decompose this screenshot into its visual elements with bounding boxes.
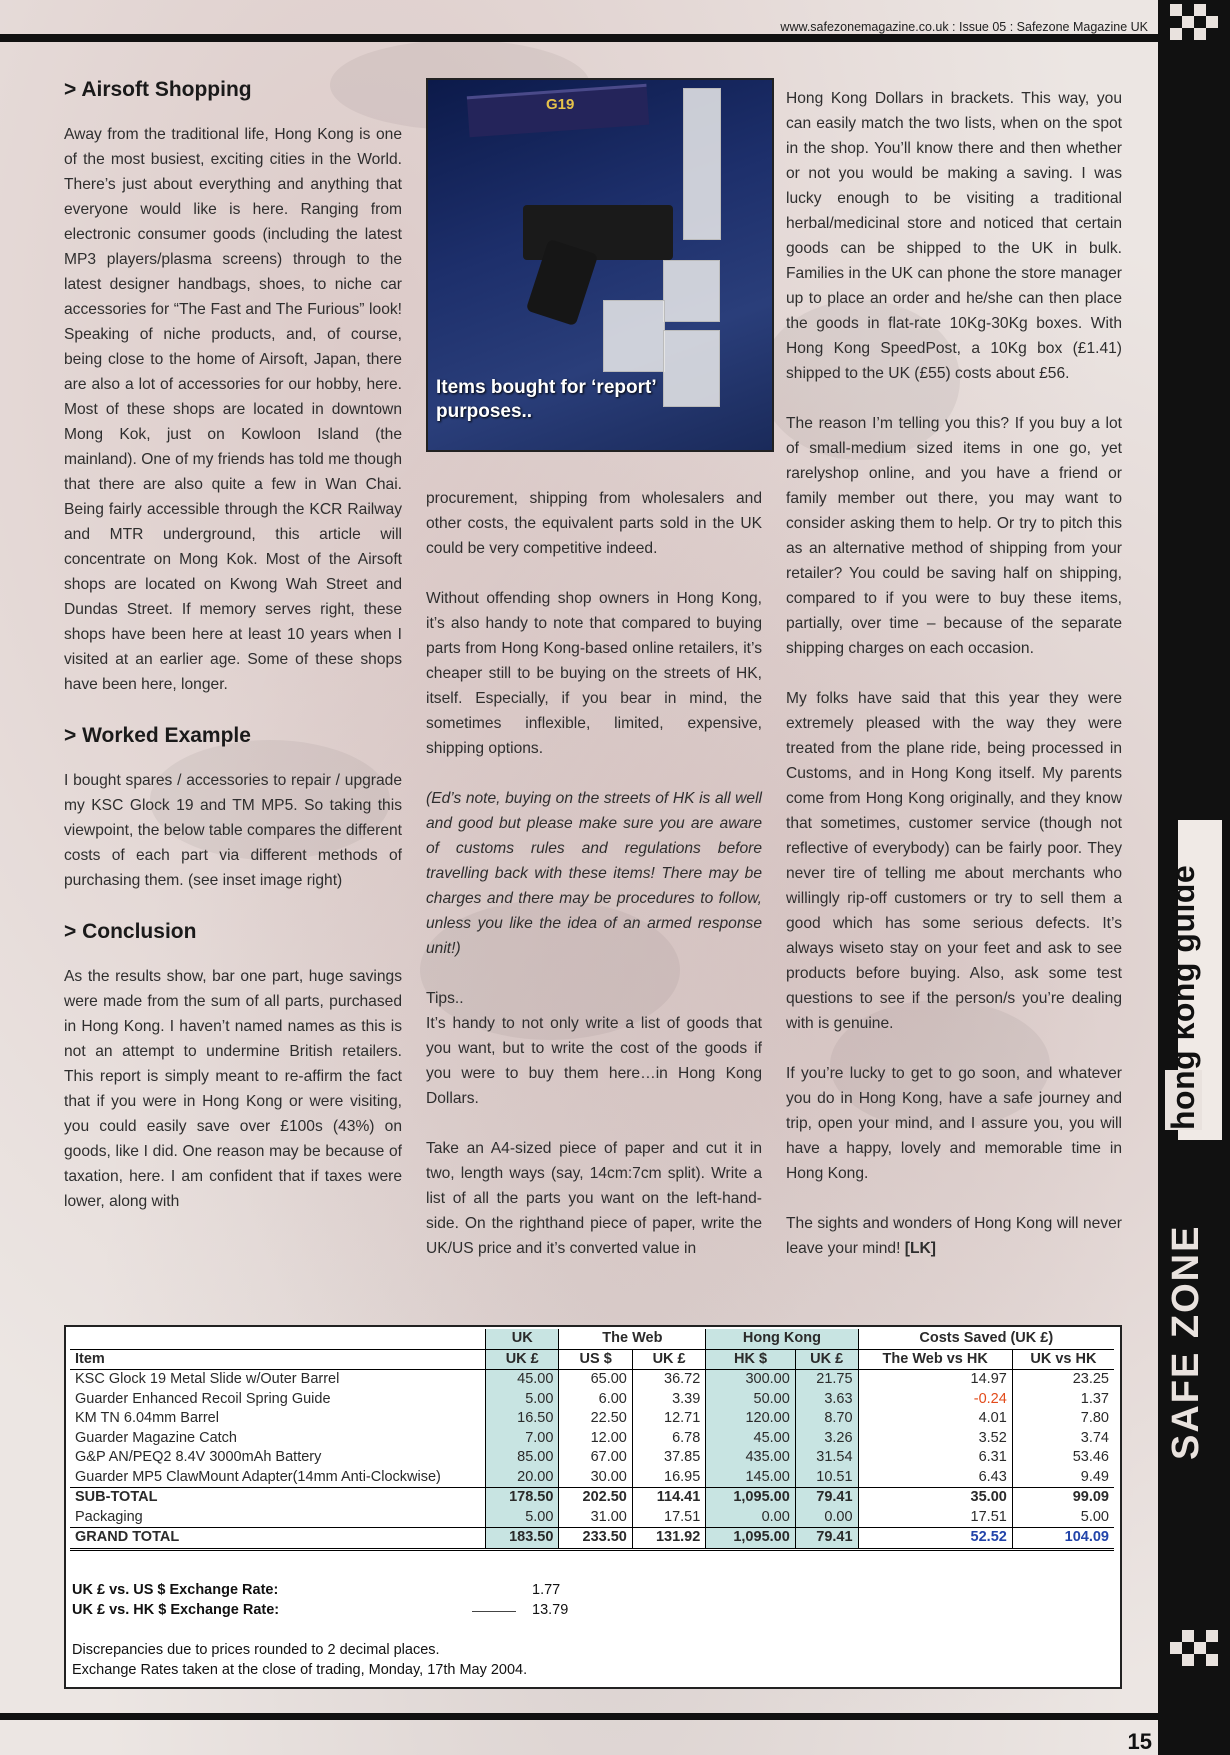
table-note: Exchange Rates taken at the close of trading, Monday, 17th May 2004. <box>72 1662 528 1678</box>
row-label: Packaging <box>75 1508 143 1525</box>
page-header: www.safezonemagazine.co.uk : Issue 05 : Safezone Magazine UK <box>780 20 1148 34</box>
group-header-hk: Hong Kong <box>706 1329 858 1349</box>
editor-note: (Ed’s note, buying on the streets of HK is all well and good but please make sure you are aware of customs rules and regulations before travelling back with these items! There may be charges and there may be procedures to follow, unless you like the idea of an armed response unit!) <box>426 790 762 957</box>
row-label: GRAND TOTAL <box>70 1528 486 1550</box>
paragraph: My folks have said that this year they were extremely pleased with the way they were treated from the plane ride, being processed in Customs, and in Hong Kong itself. My parents come from Hong Kong originally, and they know that sometimes, customer service (though not reflective of everybody) can be fairly poor. They never tire of telling me about merchants who willingly rip-off customers or try to sell them a good which has some serious defects. It’s always wiseto stay on your feet and ask to see products before buying. Also, ask some test questions to see if the person/s you’re dealing with is genuine. <box>786 690 1122 1032</box>
cell: 5.00 <box>1012 1508 1114 1528</box>
subtotal-row <box>70 1488 1114 1508</box>
cell: 50.00 <box>706 1390 795 1410</box>
cell: 17.51 <box>858 1508 1012 1528</box>
col-header-web-usd: US $ <box>559 1349 632 1370</box>
cell: 5.00 <box>486 1508 559 1528</box>
row-label: KM TN 6.04mm Barrel <box>75 1410 219 1427</box>
cell: 36.72 <box>632 1370 705 1390</box>
cell: 145.00 <box>706 1468 795 1488</box>
col-header-web-vs-hk: The Web vs HK <box>858 1349 1012 1370</box>
row-label: SUB-TOTAL <box>70 1488 486 1508</box>
magazine-brand <box>1165 1400 1208 1460</box>
cell: 1,095.00 <box>706 1488 795 1508</box>
cell: 23.25 <box>1012 1370 1114 1390</box>
table-row <box>70 1370 1114 1390</box>
cell: 8.70 <box>795 1409 858 1429</box>
paragraph: Hong Kong Dollars in brackets. This way, you can easily match the two lists, when on the spot in the shop. You’ll know there and then whether or not you would be making a saving. I was lucky enough to be visiting a traditional herbal/medicinal store and noticed that certain goods can be shipped to the UK in bulk. Families in the UK can phone the store manager up to place an order and he/she can then place the goods in flat-rate 10Kg-30Kg boxes. With Hong Kong SpeedPost, a 10Kg box (£1.41) shipped to the UK (£55) costs about £56. <box>786 90 1122 382</box>
paragraph: Take an A4-sized piece of paper and cut it in two, length ways (say, 14cm:7cm split). Write a list of all the parts you want on the left-hand-side. On the righthand piece of paper, write the UK/US price and it’s converted value in <box>426 1140 762 1257</box>
cell: 31.54 <box>795 1448 858 1468</box>
rate-label: UK £ vs. HK $ Exchange Rate: <box>72 1602 280 1618</box>
col-header-hk-hkd: HK $ <box>706 1349 795 1370</box>
paragraph <box>786 1211 1122 1261</box>
cell: 3.63 <box>795 1390 858 1410</box>
paragraph: If you’re lucky to get to go soon, and whatever you do in Hong Kong, have a safe journey and trip, open your mind, and I assure you, you will have a happy, lovely and memorable time in Hong Kong. <box>786 1065 1122 1182</box>
box-label: G19 <box>546 96 575 113</box>
cell: 85.00 <box>486 1448 559 1468</box>
cell: -0.24 <box>858 1390 1012 1410</box>
heading-airsoft-shopping: > Airsoft Shopping <box>64 78 252 101</box>
col-header-uk-gbp: UK £ <box>486 1349 559 1370</box>
table-note: Discrepancies due to prices rounded to 2 decimal places. <box>72 1642 440 1658</box>
cell: 79.41 <box>795 1488 858 1508</box>
cell: 6.78 <box>632 1429 705 1449</box>
cell: 4.01 <box>858 1409 1012 1429</box>
cell: 7.80 <box>1012 1409 1114 1429</box>
product-photo <box>426 78 774 452</box>
cell: 35.00 <box>858 1488 1012 1508</box>
cell: 1,095.00 <box>706 1528 795 1550</box>
paragraph: I bought spares / accessories to repair / upgrade my KSC Glock 19 and TM MP5. So taking this viewpoint, the below table compares the different costs of each part via different methods of purchasing them. (see inset image right) <box>64 772 402 889</box>
cell: 6.31 <box>858 1448 1012 1468</box>
cell: 131.92 <box>632 1528 705 1550</box>
author-signature: [LK] <box>904 1240 936 1257</box>
group-header-web: The Web <box>559 1329 706 1349</box>
cell: 300.00 <box>706 1370 795 1390</box>
cell: 178.50 <box>486 1488 559 1508</box>
cell: 114.41 <box>632 1488 705 1508</box>
cell: 37.85 <box>632 1448 705 1468</box>
grand-total-row <box>70 1528 1114 1550</box>
heading-conclusion: > Conclusion <box>64 920 197 943</box>
packaging-row <box>70 1508 1114 1528</box>
cost-comparison-table <box>64 1325 1122 1689</box>
cell: 10.51 <box>795 1468 858 1488</box>
cell: 16.95 <box>632 1468 705 1488</box>
closing-text: The sights and wonders of Hong Kong will never leave your mind! <box>786 1215 1122 1257</box>
tips-heading: Tips.. <box>426 990 464 1007</box>
rate-label: UK £ vs. US $ Exchange Rate: <box>72 1582 279 1598</box>
cell: 3.74 <box>1012 1429 1114 1449</box>
exchange-rate-hkd <box>72 1602 572 1618</box>
cell: 435.00 <box>706 1448 795 1468</box>
table-row <box>70 1448 1114 1468</box>
paragraph: Away from the traditional life, Hong Kong is one of the most busiest, exciting cities in the World. There’s just about everything and anything that everyone would like is here. Ranging from electronic consumer goods (including the latest MP3 players/plasma screens) through to the latest designer handbags, shoes, to niche car accessories for “The Fast and The Furious” look! Speaking of niche products, and, of course, being close to the home of Airsoft, Japan, there are also a lot of accessories for our hobby, here. Most of these shops are located in downtown Mong Kok, just on Kowloon Island (the mainland). One of my friends has told me though that there are also quite a few in Wan Chai. Being fairly accessible through the KCR Railway and MTR underground, this article will concentrate on Mong Kok. Most of the Airsoft shops are located on Kwong Wah Street and Dundas Street. If memory serves right, these shops have been here at least 10 years when I visited at an earlier age. Some of these shops have been here, longer. <box>64 126 402 693</box>
cell: 65.00 <box>559 1370 632 1390</box>
cell: 5.00 <box>486 1390 559 1410</box>
paragraph: procurement, shipping from wholesalers and other costs, the equivalent parts sold in the UK could be very competitive indeed. <box>426 490 762 557</box>
cell: 104.09 <box>1012 1528 1114 1550</box>
cell: 17.51 <box>632 1508 705 1528</box>
cell: 45.00 <box>706 1429 795 1449</box>
paragraph: It’s handy to not only write a list of goods that you want, but to write the cost of the goods if you were to buy them here…in Hong Kong Dollars. <box>426 1015 762 1107</box>
cell: 183.50 <box>486 1528 559 1550</box>
cell: 3.39 <box>632 1390 705 1410</box>
cell: 53.46 <box>1012 1448 1114 1468</box>
col-header-hk-gbp: UK £ <box>795 1349 858 1370</box>
cell: 79.41 <box>795 1528 858 1550</box>
cell: 20.00 <box>486 1468 559 1488</box>
cell: 99.09 <box>1012 1488 1114 1508</box>
cell: 6.00 <box>559 1390 632 1410</box>
column-3 <box>786 86 1122 1286</box>
cell: 0.00 <box>795 1508 858 1528</box>
cell: 233.50 <box>559 1528 632 1550</box>
section-label: hong <box>1165 1049 1201 1130</box>
row-label: Guarder MP5 ClawMount Adapter(14mm Anti-Clockwise) <box>75 1468 441 1485</box>
cell: 202.50 <box>559 1488 632 1508</box>
cell: 6.43 <box>858 1468 1012 1488</box>
footer-rule <box>0 1713 1158 1720</box>
table-row <box>70 1390 1114 1410</box>
column-1 <box>64 76 402 1239</box>
table-row <box>70 1429 1114 1449</box>
photo-caption: Items bought for ‘report’ purposes.. <box>436 377 656 422</box>
row-label: KSC Glock 19 Metal Slide w/Outer Barrel <box>75 1371 340 1388</box>
page-number: 15 <box>1127 1729 1152 1754</box>
cell: 1.37 <box>1012 1390 1114 1410</box>
column-2 <box>426 486 762 1286</box>
cell: 67.00 <box>559 1448 632 1468</box>
paragraph: As the results show, bar one part, huge savings were made from the sum of all parts, purchased in Hong Kong. I haven’t named names as this is not an attempt to undermine British retailers. This report is simply meant to re-affirm the fact that if you were in Hong Kong or were visiting, you could easily save over £100s (43%) on goods, like I did. One reason may be because of taxation, here. I am confident that if taxes were lower, along with <box>64 968 402 1210</box>
cell: 0.00 <box>706 1508 795 1528</box>
row-label: G&P AN/PEQ2 8.4V 3000mAh Battery <box>75 1449 322 1466</box>
cell: 45.00 <box>486 1370 559 1390</box>
row-label: Guarder Enhanced Recoil Spring Guide <box>75 1390 331 1407</box>
rate-value: 13.79 <box>532 1602 569 1618</box>
cell: 12.00 <box>559 1429 632 1449</box>
cell: 30.00 <box>559 1468 632 1488</box>
exchange-rate-usd <box>72 1582 572 1598</box>
cell: 3.52 <box>858 1429 1012 1449</box>
heading-worked-example: > Worked Example <box>64 724 251 747</box>
group-header-uk: UK <box>486 1329 559 1349</box>
cell: 9.49 <box>1012 1468 1114 1488</box>
cell: 3.26 <box>795 1429 858 1449</box>
cell: 52.52 <box>858 1528 1012 1550</box>
cell: 22.50 <box>559 1409 632 1429</box>
table-row <box>70 1468 1114 1488</box>
row-label: Guarder Magazine Catch <box>75 1429 237 1446</box>
col-header-uk-vs-hk: UK vs HK <box>1012 1349 1114 1370</box>
cell: 120.00 <box>706 1409 795 1429</box>
header-rule <box>0 34 1158 42</box>
cell: 21.75 <box>795 1370 858 1390</box>
col-header-item: Item <box>70 1349 486 1370</box>
cell: 16.50 <box>486 1409 559 1429</box>
paragraph: Without offending shop owners in Hong Kong, it’s also handy to note that compared to buying parts from Hong Kong-based online retailers, it’s cheaper still to be buying on the streets of HK, itself. Especially, if you bear in mind, the sometimes inflexible, limited, expensive, shipping options. <box>426 590 762 757</box>
cell: 7.00 <box>486 1429 559 1449</box>
group-header-saved: Costs Saved (UK £) <box>858 1329 1114 1349</box>
rate-value: 1.77 <box>532 1582 561 1598</box>
cell: 12.71 <box>632 1409 705 1429</box>
cell: 14.97 <box>858 1370 1012 1390</box>
cell: 31.00 <box>559 1508 632 1528</box>
col-header-web-gbp: UK £ <box>632 1349 705 1370</box>
paragraph: The reason I’m telling you this? If you buy a lot of small-medium sized items in one go, yet rarelyshop online, and you have a friend or family member out there, you may want to consider asking them to help. Or try to pitch this as an alternative method of shipping from your retailer? You could be saving half on shipping, compared to if you were to buy these items, partially, over time – because of the separate shipping charges on each occasion. <box>786 415 1122 657</box>
table-row <box>70 1409 1114 1429</box>
